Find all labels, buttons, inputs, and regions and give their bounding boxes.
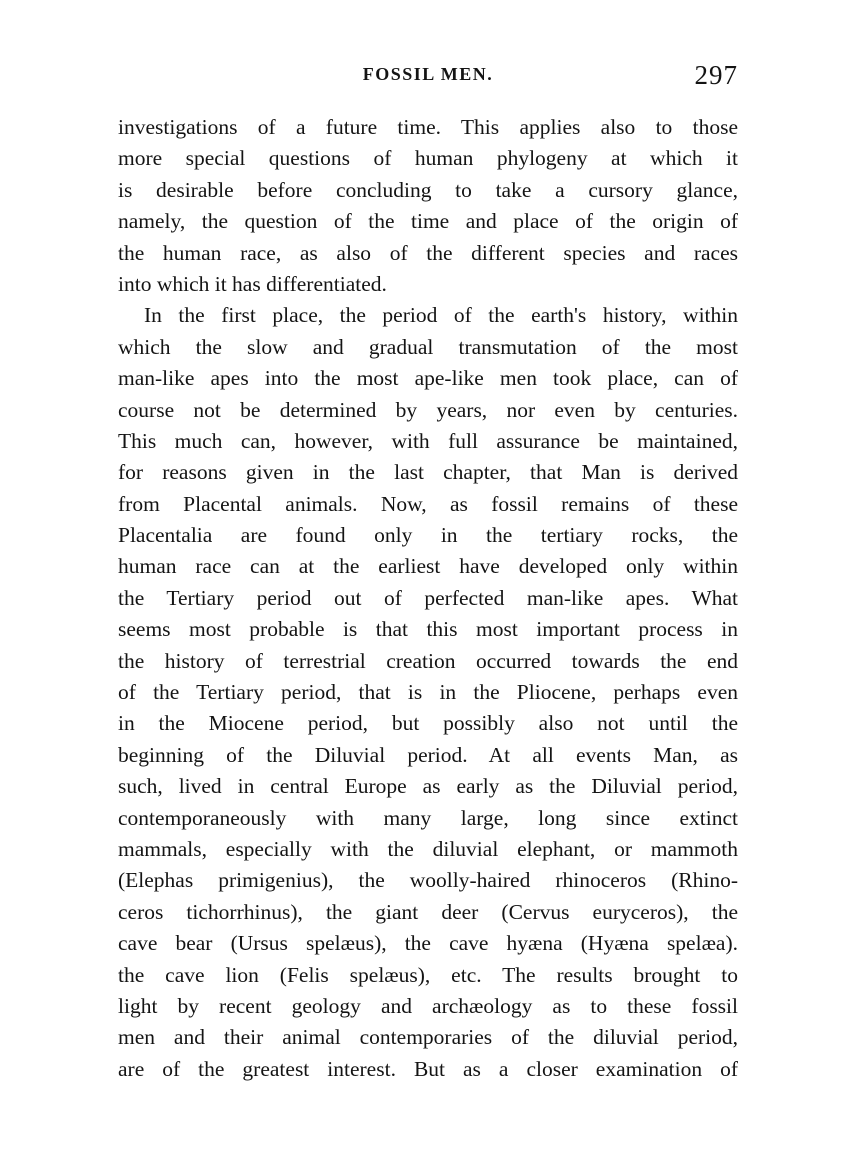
text-line: course not be determined by years, nor even by centuries. <box>118 397 738 422</box>
paragraph-continuation <box>118 112 738 300</box>
text-line: ceros tichorrhinus), the giant deer (Cervus euryceros), the <box>118 899 738 924</box>
text-line: namely, the question of the time and place of the origin of <box>118 209 738 234</box>
text-line: is desirable before concluding to take a cursory glance, <box>118 177 738 202</box>
page-number: 297 <box>694 60 738 90</box>
text-line: Placentalia are found only in the tertiary rocks, the <box>118 523 738 548</box>
text-line: more special questions of human phylogeny at which it <box>118 146 738 171</box>
text-line: cave bear (Ursus spelæus), the cave hyæna (Hyæna spelæa). <box>118 931 738 956</box>
text-line: into which it has differentiated. <box>118 271 387 296</box>
text-line: In the first place, the period of the earth's history, within <box>144 303 738 328</box>
text-line: man-like apes into the most ape-like men took place, can of <box>118 366 738 391</box>
text-line: the human race, as also of the different species and races <box>118 240 738 265</box>
text-line: the cave lion (Felis spelæus), etc. The results brought to <box>118 962 738 987</box>
body-text <box>118 112 738 1085</box>
text-line: for reasons given in the last chapter, that Man is derived <box>118 460 738 485</box>
text-line: mammals, especially with the diluvial elephant, or mammoth <box>118 836 738 861</box>
text-line: human race can at the earliest have developed only within <box>118 554 738 579</box>
running-head <box>118 62 738 92</box>
text-line: such, lived in central Europe as early as the Diluvial period, <box>118 774 738 799</box>
text-line: in the Miocene period, but possibly also not until the <box>118 711 738 736</box>
text-line: light by recent geology and archæology as to these fossil <box>118 993 738 1018</box>
text-line: This much can, however, with full assurance be maintained, <box>118 428 738 453</box>
text-line: (Elephas primigenius), the woolly-haired rhinoceros (Rhino- <box>118 868 738 893</box>
text-line: the Tertiary period out of perfected man-like apes. What <box>118 585 738 610</box>
text-line: the history of terrestrial creation occurred towards the end <box>118 648 738 673</box>
paragraph-fossil-men <box>118 300 738 1085</box>
text-line: contemporaneously with many large, long since extinct <box>118 805 738 830</box>
text-line: which the slow and gradual transmutation of the most <box>118 334 738 359</box>
text-line: beginning of the Diluvial period. At all events Man, as <box>118 742 738 767</box>
running-title: FOSSIL MEN. <box>362 64 494 84</box>
text-line: from Placental animals. Now, as fossil remains of these <box>118 491 738 516</box>
text-line: investigations of a future time. This applies also to those <box>118 115 738 139</box>
text-line: of the Tertiary period, that is in the Pliocene, perhaps even <box>118 680 738 705</box>
text-line: men and their animal contemporaries of the diluvial period, <box>118 1025 738 1050</box>
text-line: are of the greatest interest. But as a closer examination of <box>118 1056 738 1081</box>
text-line: seems most probable is that this most important process in <box>118 617 738 642</box>
